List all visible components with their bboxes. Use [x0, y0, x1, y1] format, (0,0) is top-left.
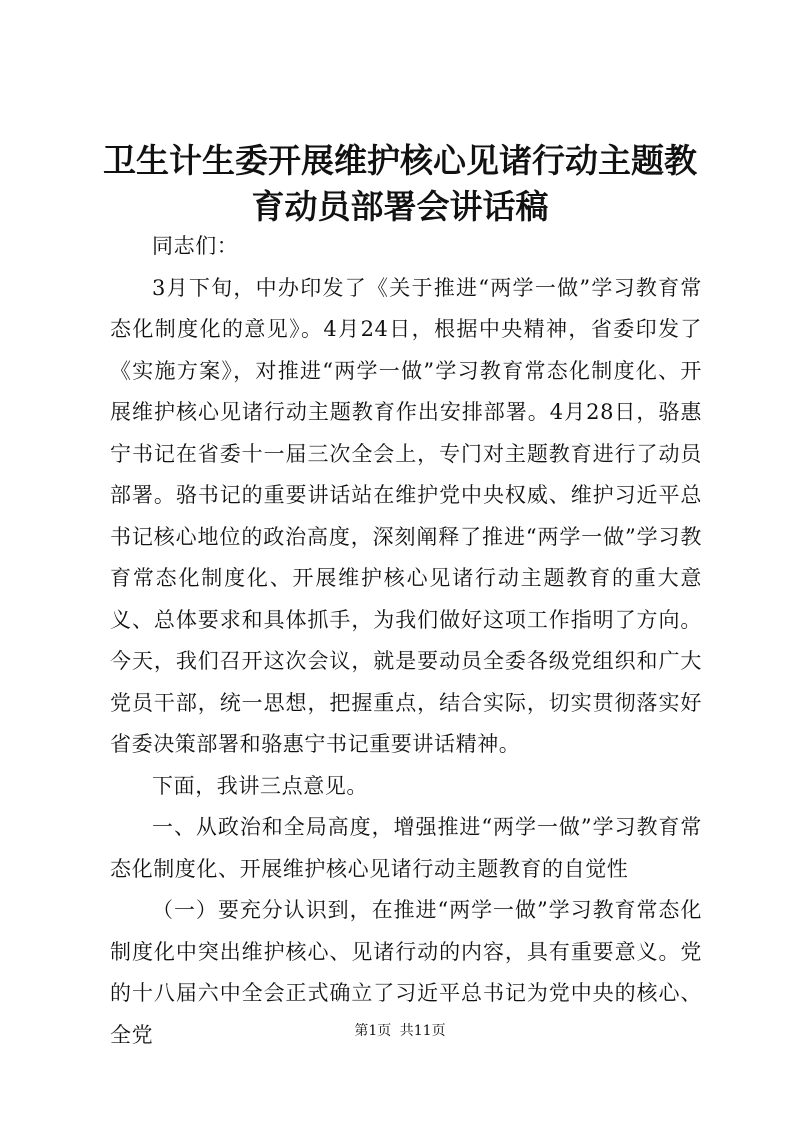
page-number: 第1页: [354, 1023, 392, 1039]
document-title: 卫生计生委开展维护核心见诸行动主题教育动员部署会讲话稿: [103, 141, 697, 226]
page-total: 共11页: [399, 1023, 446, 1039]
page-footer: [0, 1022, 800, 1040]
subsection-paragraph-1: （一）要充分认识到，在推进“两学一做”学习教育常态化制度化中突出维护核心、见诸行动的内容，具有重要意义。党的十八届六中全会正式确立了习近平总书记为党中央的核心、全党: [110, 898, 702, 1047]
salutation-paragraph: 同志们：: [152, 234, 239, 258]
intro-paragraph: 3月下旬，中办印发了《关于推进“两学一做”学习教育常态化制度化的意见》。4月24日，根据中央精神，省委印发了《实施方案》，对推进“两学一做”学习教育常态化制度化、开展维护核心见诸行动主题教育作出安排部署。4月28日，骆惠宁书记在省委十一届三次全会上，专门对主题教育进行了动员部署。骆书记的重要讲话站在维护党中央权威、维护习近平总书记核心地位的政治高度，深刻阐释了推进“两学一做”学习教育常态化制度化、开展维护核心见诸行动主题教育的重大意义、总体要求和具体抓手，为我们做好这项工作指明了方向。今天，我们召开这次会议，就是要动员全委各级党组织和广大党员干部，统一思想，把握重点，结合实际，切实贯彻落实好省委决策部署和骆惠宁书记重要讲话精神。: [110, 275, 702, 756]
document-body: [110, 226, 702, 1056]
transition-paragraph: 下面，我讲三点意见。: [152, 773, 368, 798]
section-heading-1: 一、从政治和全局高度，增强推进“两学一做”学习教育常态化制度化、开展维护核心见诸行动主题教育的自觉性: [110, 815, 702, 881]
